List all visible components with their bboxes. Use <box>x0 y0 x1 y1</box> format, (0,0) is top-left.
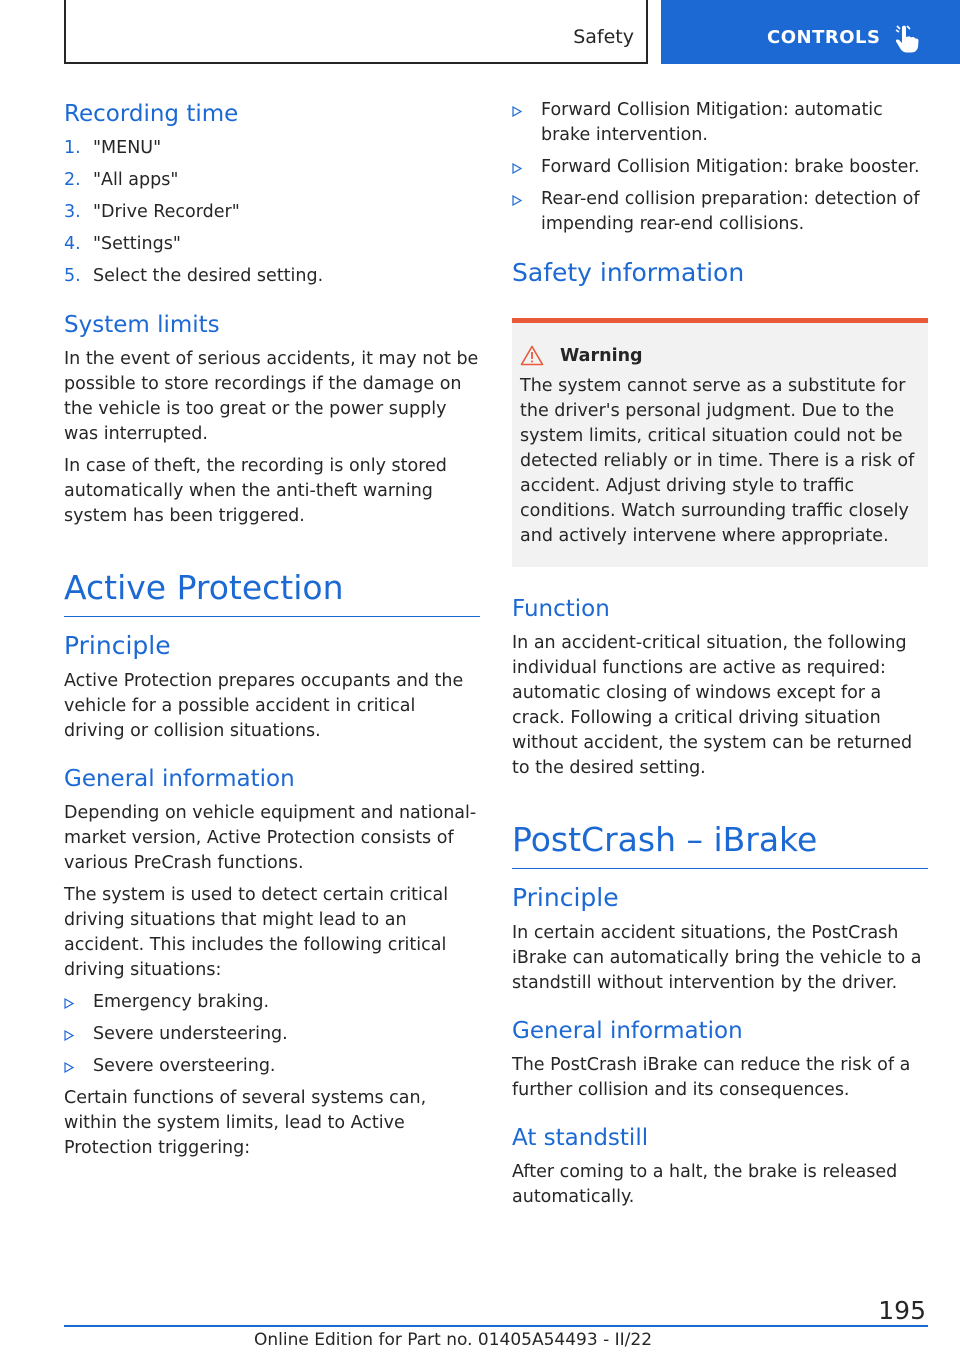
list-item-text: Forward Collision Mitigation: brake booster. <box>541 157 920 177</box>
function-paragraph: In an accident-critical situation, the following individual functions are active as required: automatic closing of windows except for a crack. Following a critical driving situation without accident, the system can be returned to the desired setting. <box>512 633 913 778</box>
bullet-triangle-icon <box>64 998 74 1009</box>
bullet-triangle-icon <box>512 106 522 117</box>
postcrash-ibrake-title: PostCrash – iBrake <box>512 818 928 869</box>
bullet-triangle-icon <box>64 1030 74 1041</box>
step-text: Select the desired setting. <box>93 266 324 286</box>
general-information-paragraph-2: The system is used to detect certain critical driving situations that might lead to an accident. This includes the following critical driving situations: <box>64 885 449 980</box>
step-number: 5. <box>64 266 81 286</box>
bullet-triangle-icon <box>512 195 522 206</box>
header-chapter-tab <box>661 0 960 64</box>
footer-divider <box>64 1325 928 1327</box>
bullet-triangle-icon <box>64 1062 74 1073</box>
recording-time-heading: Recording time <box>64 101 239 127</box>
header-section-label: Safety <box>573 26 634 48</box>
list-item <box>64 232 480 257</box>
list-item <box>64 990 480 1015</box>
list-item-text: Severe oversteering. <box>93 1056 276 1076</box>
list-item <box>64 1054 480 1079</box>
principle-heading: Principle <box>64 631 171 660</box>
step-number: 3. <box>64 202 81 222</box>
edition-note: Online Edition for Part no. 01405A54493 - II/22 <box>254 1330 653 1350</box>
postcrash-principle-paragraph: In certain accident situations, the PostCrash iBrake can automatically bring the vehicle to a standstill without intervention by the driver. <box>512 923 922 993</box>
step-text: "Drive Recorder" <box>93 202 240 222</box>
warning-text: The system cannot serve as a substitute for the driver's personal judgment. Due to the system limits, critical situation could not be detected reliably or in time. There is a risk of accident. Adjust driving style to traffic conditions. Watch surrounding traffic closely and actively intervene where appropriate. <box>520 376 915 546</box>
system-limits-paragraph-2: In case of theft, the recording is only stored automatically when the anti-theft warning system has been triggered. <box>64 456 447 526</box>
warning-title: Warning <box>560 345 643 366</box>
at-standstill-paragraph: After coming to a halt, the brake is released automatically. <box>512 1162 898 1207</box>
list-item-text: Emergency braking. <box>93 992 270 1012</box>
step-text: "Settings" <box>93 234 181 254</box>
list-item-text: Rear-end collision preparation: detection of impending rear-end collisions. <box>541 189 920 234</box>
list-item <box>64 1022 480 1047</box>
list-item <box>64 168 480 193</box>
header-section-box <box>64 0 648 64</box>
general-information-paragraph-3: Certain functions of several systems can, within the system limits, lead to Active Protection triggering: <box>64 1088 427 1158</box>
principle-paragraph: Active Protection prepares occupants and the vehicle for a possible accident in critical driving or collision situations. <box>64 671 464 741</box>
list-item <box>64 264 480 289</box>
step-number: 2. <box>64 170 81 190</box>
left-column <box>64 98 480 1168</box>
bullet-triangle-icon <box>512 163 522 174</box>
critical-situations-list <box>64 990 480 1079</box>
function-heading: Function <box>512 596 610 622</box>
step-number: 4. <box>64 234 81 254</box>
step-number: 1. <box>64 138 81 158</box>
list-item <box>512 187 928 237</box>
right-column <box>512 98 928 1217</box>
recording-time-steps <box>64 136 480 289</box>
system-limits-heading: System limits <box>64 312 220 338</box>
at-standstill-heading: At standstill <box>512 1125 649 1151</box>
postcrash-general-heading: General information <box>512 1018 743 1044</box>
list-item-text: Forward Collision Mitigation: automatic brake intervention. <box>541 100 883 145</box>
list-item <box>64 200 480 225</box>
warning-triangle-icon <box>520 345 544 366</box>
trigger-functions-list <box>512 98 928 237</box>
general-information-paragraph-1: Depending on vehicle equipment and national-market version, Active Protection consists of various PreCrash functions. <box>64 803 477 873</box>
postcrash-principle-heading: Principle <box>512 883 619 912</box>
system-limits-paragraph-1: In the event of serious accidents, it may not be possible to store recordings if the damage on the vehicle is too great or the power supply was interrupted. <box>64 349 479 444</box>
active-protection-title: Active Protection <box>64 566 480 617</box>
postcrash-general-paragraph: The PostCrash iBrake can reduce the risk of a further collision and its consequences. <box>512 1055 911 1100</box>
list-item <box>512 155 928 180</box>
safety-information-heading: Safety information <box>512 258 745 287</box>
step-text: "All apps" <box>93 170 179 190</box>
general-information-heading: General information <box>64 766 295 792</box>
page-number: 195 <box>878 1296 926 1325</box>
warning-box <box>512 318 928 567</box>
list-item <box>512 98 928 148</box>
warning-header <box>520 345 918 366</box>
pointing-hand-icon <box>894 24 920 54</box>
header-chapter-label: CONTROLS <box>767 27 881 48</box>
list-item <box>64 136 480 161</box>
list-item-text: Severe understeering. <box>93 1024 288 1044</box>
step-text: "MENU" <box>93 138 162 158</box>
